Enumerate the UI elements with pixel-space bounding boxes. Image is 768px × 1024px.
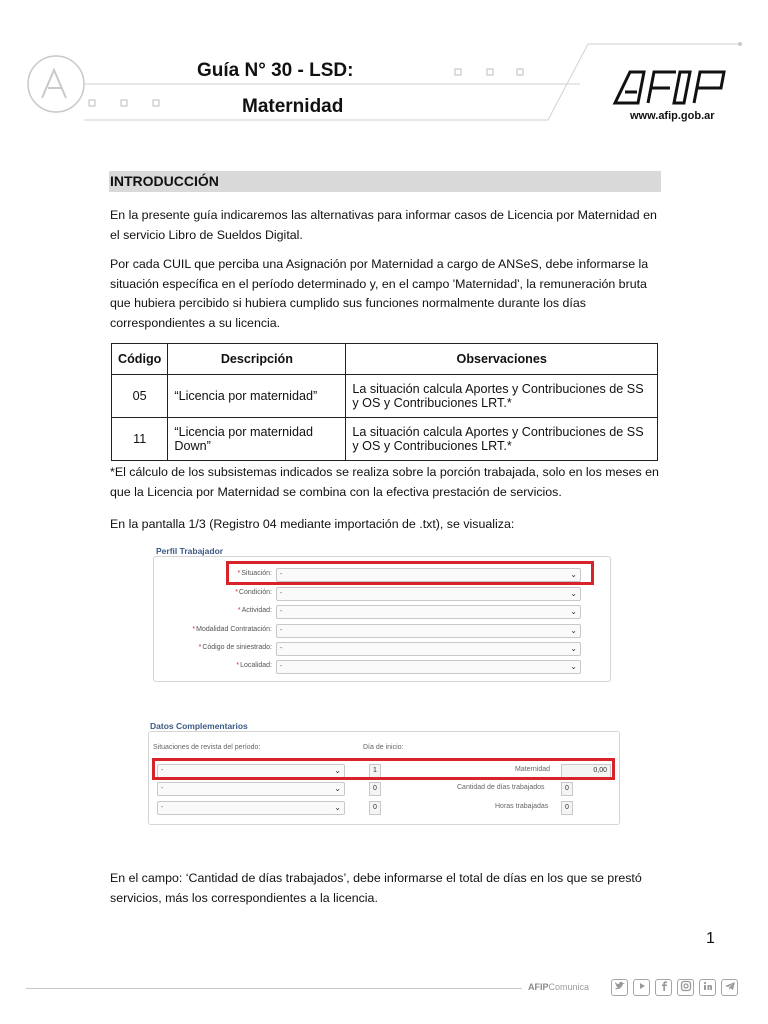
document-title: Guía N° 30 - LSD:	[197, 60, 354, 81]
table-header-descripcion: Descripción	[168, 344, 346, 375]
localidad-label: *Localidad:	[236, 662, 272, 669]
chevron-down-icon: ⌄	[334, 784, 341, 793]
chevron-down-icon: ⌄	[334, 803, 341, 812]
condicion-label: *Condición:	[235, 589, 272, 596]
table-cell-observation: La situación calcula Aportes y Contribuciones de SS y OS y Contribuciones LRT.*	[346, 418, 658, 461]
situacion-revista-select-3[interactable]: - ⌄	[157, 801, 345, 815]
table-cell-code: 11	[112, 418, 168, 461]
chevron-down-icon: ⌄	[570, 607, 577, 616]
chevron-down-icon: ⌄	[570, 589, 577, 598]
condicion-select[interactable]: - ⌄	[276, 587, 581, 601]
actividad-label: *Actividad:	[237, 607, 272, 614]
table-cell-description: “Licencia por maternidad”	[168, 375, 346, 418]
table-cell-description: “Licencia por maternidad Down”	[168, 418, 346, 461]
facebook-icon[interactable]	[655, 979, 672, 996]
localidad-select[interactable]: - ⌄	[276, 660, 581, 674]
localidad-row	[154, 660, 272, 674]
maternidad-input[interactable]: 0,00	[561, 764, 611, 778]
chevron-down-icon: ⌄	[570, 644, 577, 653]
youtube-icon[interactable]	[633, 979, 650, 996]
dia-inicio-input-3[interactable]: 0	[369, 801, 381, 815]
horas-trabajadas-label: Horas trabajadas	[495, 803, 549, 810]
twitter-icon[interactable]	[611, 979, 628, 996]
situaciones-revista-label: Situaciones de revista del período:	[153, 744, 261, 751]
intro-paragraph-2: Por cada CUIL que perciba una Asignación por Maternidad a cargo de ANSeS, debe informarse la situación específica en el período determinado y, en el campo 'Maternidad', la remuneración bruta que hubiera percibido si hubiera cumplido sus funciones normalmente durante los días correspondientes a su licencia.	[110, 257, 649, 330]
linkedin-icon[interactable]	[699, 979, 716, 996]
datos-complementarios-title: Datos Complementarios	[150, 721, 248, 731]
table-header-codigo: Código	[112, 344, 168, 375]
dias-trabajados-label: Cantidad de días trabajados	[457, 784, 545, 791]
modalidad-row	[154, 624, 272, 638]
actividad-row	[154, 605, 272, 619]
siniestrado-select[interactable]: - ⌄	[276, 642, 581, 656]
chevron-down-icon: ⌄	[334, 766, 341, 775]
closing-paragraph: En el campo: ‘Cantidad de días trabajados’, debe informarse el total de días en los que se prestó servicios, más los correspondientes a la licencia.	[110, 871, 642, 905]
screen-intro-text: En la pantalla 1/3 (Registro 04 mediante importación de .txt), se visualiza:	[110, 517, 515, 531]
siniestrado-row	[154, 642, 272, 656]
chevron-down-icon: ⌄	[570, 570, 577, 579]
subsystem-note: *El cálculo de los subsistemas indicados se realiza sobre la porción trabajada, solo en los meses en que la Licencia por Maternidad se combina con la efectiva prestación de servicios.	[110, 465, 659, 499]
modalidad-label: *Modalidad Contratación:	[192, 626, 272, 633]
modalidad-select[interactable]: - ⌄	[276, 624, 581, 638]
afip-comunica-brand: AFIPComunica	[528, 982, 590, 992]
table-header-observaciones: Observaciones	[346, 344, 658, 375]
table-header-row	[112, 344, 658, 375]
situacion-label: *Situación:	[237, 570, 272, 577]
telegram-icon[interactable]	[721, 979, 738, 996]
situacion-select[interactable]: - ⌄	[276, 568, 581, 582]
situacion-revista-select-2[interactable]: - ⌄	[157, 782, 345, 796]
dias-trabajados-input[interactable]: 0	[561, 782, 573, 796]
perfil-trabajador-title: Perfil Trabajador	[156, 546, 224, 556]
condicion-row	[154, 587, 272, 601]
dia-inicio-label: Día de inicio:	[363, 744, 404, 751]
footer-divider	[26, 988, 522, 989]
document-subtitle: Maternidad	[242, 96, 344, 117]
actividad-select[interactable]: - ⌄	[276, 605, 581, 619]
dia-inicio-input-2[interactable]: 0	[369, 782, 381, 796]
dia-inicio-input-1[interactable]: 1	[369, 764, 381, 778]
afip-logo	[612, 68, 738, 106]
table-row	[112, 375, 658, 418]
siniestrado-label: *Código de siniestrado:	[198, 644, 272, 651]
situation-codes-table	[111, 343, 658, 461]
maternidad-label: Maternidad	[515, 766, 551, 773]
intro-paragraph-1: En la presente guía indicaremos las alternativas para informar casos de Licencia por Maternidad en el servicio Libro de Sueldos Digital.	[110, 208, 657, 242]
table-cell-code: 05	[112, 375, 168, 418]
maternidad-highlight-box	[152, 758, 615, 780]
chevron-down-icon: ⌄	[570, 662, 577, 671]
chevron-down-icon: ⌄	[570, 626, 577, 635]
horas-trabajadas-input[interactable]: 0	[561, 801, 573, 815]
table-row	[112, 418, 658, 461]
instagram-icon[interactable]	[677, 979, 694, 996]
page-number: 1	[706, 930, 715, 947]
situacion-revista-select-1[interactable]: - ⌄	[157, 764, 345, 778]
section-heading-introduccion: INTRODUCCIÓN	[109, 171, 661, 192]
afip-website-link[interactable]: www.afip.gob.ar	[630, 110, 715, 122]
situacion-highlight-box	[226, 561, 594, 585]
table-cell-observation: La situación calcula Aportes y Contribuciones de SS y OS y Contribuciones LRT.*	[346, 375, 658, 418]
